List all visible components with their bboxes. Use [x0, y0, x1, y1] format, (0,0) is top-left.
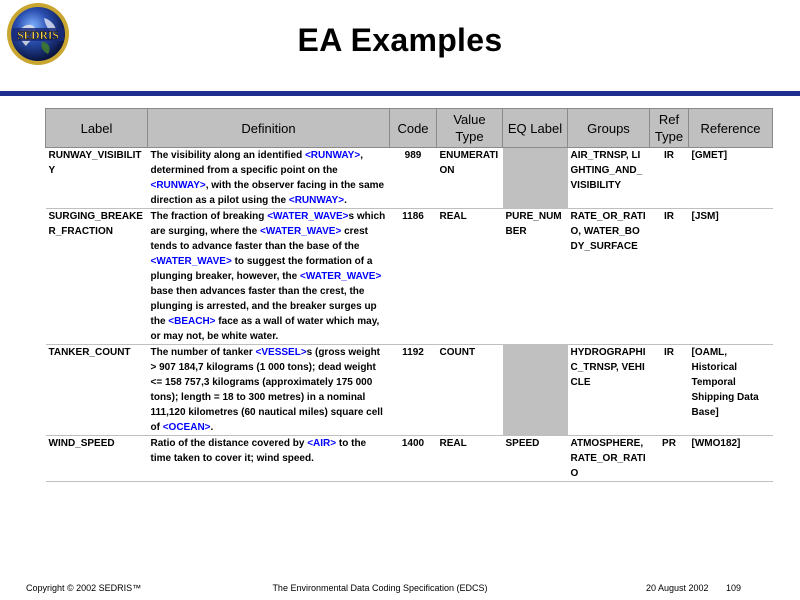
entity-reference: <RUNWAY>	[288, 195, 345, 206]
footer-date: 20 August 2002	[646, 583, 709, 593]
column-header: Ref Type	[650, 109, 689, 148]
table-row	[46, 209, 773, 345]
code-cell: 1192	[390, 345, 437, 436]
entity-reference: <AIR>	[307, 438, 337, 449]
groups-cell: RATE_OR_RATIO, WATER_BODY_SURFACE	[568, 209, 650, 345]
groups-cell: AIR_TRNSP, LIGHTING_AND_VISIBILITY	[568, 148, 650, 209]
column-header: Definition	[148, 109, 390, 148]
column-header: Value Type	[437, 109, 503, 148]
ref-type-cell: IR	[650, 345, 689, 436]
code-cell: 1186	[390, 209, 437, 345]
ref-type-cell: IR	[650, 148, 689, 209]
entity-reference: <WATER_WAVE>	[267, 211, 349, 222]
ref-type-cell: PR	[650, 436, 689, 482]
footer-page-number: 109	[726, 583, 742, 593]
footer-spec-title: The Environmental Data Coding Specification (EDCS)	[272, 583, 488, 593]
label-cell: SURGING_BREAKER_FRACTION	[46, 209, 148, 345]
logo-text: SEDRIS	[17, 30, 59, 42]
label-cell: WIND_SPEED	[46, 436, 148, 482]
reference-cell: [JSM]	[689, 209, 773, 345]
eq-label-cell: PURE_NUMBER	[503, 209, 568, 345]
column-header: Groups	[568, 109, 650, 148]
column-header: Reference	[689, 109, 773, 148]
reference-cell: [WMO182]	[689, 436, 773, 482]
entity-reference: <WATER_WAVE>	[150, 256, 232, 267]
column-header: Code	[390, 109, 437, 148]
slide-title: EA Examples	[297, 22, 503, 58]
value-type-cell: COUNT	[437, 345, 503, 436]
entity-reference: <RUNWAY>	[304, 150, 361, 161]
footer-copyright: Copyright © 2002 SEDRIS™	[26, 583, 142, 593]
entity-reference: <WATER_WAVE>	[299, 271, 382, 282]
groups-cell: ATMOSPHERE, RATE_OR_RATIO	[568, 436, 650, 482]
table-row	[46, 436, 773, 482]
eq-label-cell	[503, 345, 568, 436]
table-row	[46, 345, 773, 436]
eq-label-cell	[503, 148, 568, 209]
value-type-cell: ENUMERATION	[437, 148, 503, 209]
ea-examples-table	[45, 108, 773, 482]
value-type-cell: REAL	[437, 436, 503, 482]
table-header-row	[46, 109, 773, 148]
entity-reference: <RUNWAY>	[150, 180, 206, 191]
eq-label-cell: SPEED	[503, 436, 568, 482]
column-header: Label	[46, 109, 148, 148]
entity-reference: <OCEAN>	[162, 422, 211, 433]
entity-reference: <BEACH>	[168, 316, 216, 327]
entity-reference: <VESSEL>	[255, 347, 307, 358]
label-cell: RUNWAY_VISIBILITY	[46, 148, 148, 209]
code-cell: 1400	[390, 436, 437, 482]
value-type-cell: REAL	[437, 209, 503, 345]
code-cell: 989	[390, 148, 437, 209]
table-row	[46, 148, 773, 209]
definition-cell: The visibility along an identified <RUNWAY>, determined from a specific point on the <RUNWAY>, with the observer facing in the same direction as a pilot using the <RUNWAY>.	[148, 148, 390, 209]
groups-cell: HYDROGRAPHIC_TRNSP, VEHICLE	[568, 345, 650, 436]
reference-cell: [OAML, Historical Temporal Shipping Data Base]	[689, 345, 773, 436]
definition-cell: The fraction of breaking <WATER_WAVE>s which are surging, where the <WATER_WAVE> crest tends to advance faster than the base of the <WATER_WAVE> to suggest the formation of a plunging breaker, however, the <WATER_WAVE> base then advances faster than the crest, the plunging is arrested, and the breaker surges up the <BEACH> face as a wall of water which may, or may not, be white water.	[148, 209, 390, 345]
definition-cell: The number of tanker <VESSEL>s (gross weight > 907 184,7 kilograms (1 000 tons); dead weight <= 158 757,3 kilograms (approximately 175 000 tons); length = 18 to 300 metres) in a nominal 111,120 kilometres (60 nautical miles) square cell of <OCEAN>.	[148, 345, 390, 436]
reference-cell: [GMET]	[689, 148, 773, 209]
definition-cell: Ratio of the distance covered by <AIR> to the time taken to cover it; wind speed.	[148, 436, 390, 482]
entity-reference: <WATER_WAVE>	[259, 226, 342, 237]
ref-type-cell: IR	[650, 209, 689, 345]
column-header: EQ Label	[503, 109, 568, 148]
title-divider	[0, 91, 800, 96]
label-cell: TANKER_COUNT	[46, 345, 148, 436]
